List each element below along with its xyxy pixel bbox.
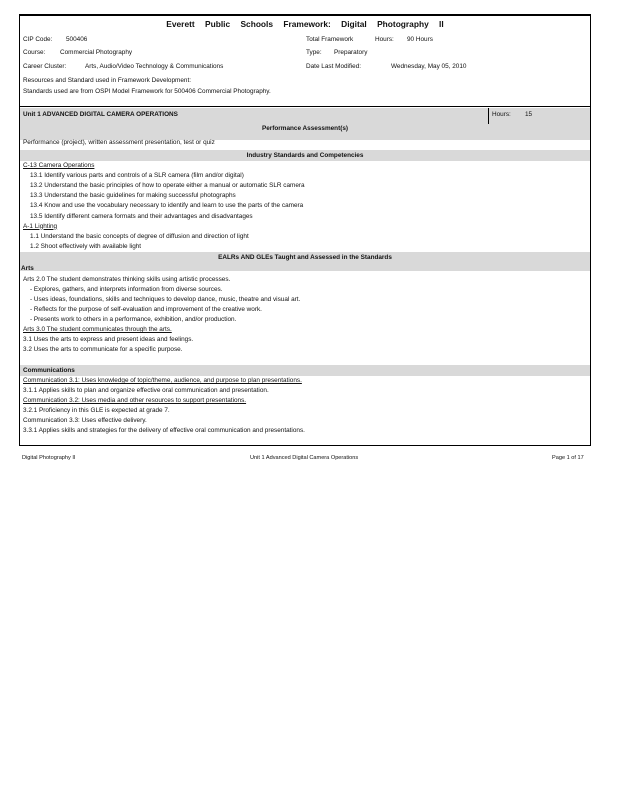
arts-heading: Arts [21, 265, 34, 272]
resources-label: Resources and Standard used in Framework Development: [23, 77, 192, 84]
performance-text: Performance (project), written assessment presentation, test or quiz [23, 139, 215, 146]
document-title: Everett Public Schools Framework: Digital Photography II [166, 19, 444, 29]
arts-standard-item: - Reflects for the purpose of self-evaluation and improvement of the creative work. [30, 306, 262, 313]
unit-hours-label: Hours: [492, 111, 511, 118]
communications-heading: Communications [23, 367, 75, 374]
cip-label: CIP Code: [23, 36, 53, 43]
competency-item: 13.4 Know and use the vocabulary necessary to identify and learn to use the parts of the camera [30, 202, 304, 210]
competency-item: 13.3 Understand the basic guidelines for making successful photographs [30, 192, 236, 200]
communication-standard-item: Communication 3.3: Uses effective delivery. [23, 417, 147, 424]
unit-hours-value: 15 [525, 111, 533, 118]
hours-label: Hours: [375, 36, 394, 43]
competency-item: A-1 Lighting [23, 222, 58, 230]
unit-hours-divider [488, 108, 489, 124]
resources-value: Standards used are from OSPI Model Framework for 500406 Commercial Photography. [23, 88, 271, 95]
type-value: Preparatory [334, 49, 368, 56]
arts-standard-item: 3.2 Uses the arts to communicate for a specific purpose. [23, 346, 183, 353]
unit-title: Unit 1 ADVANCED DIGITAL CAMERA OPERATIONS [23, 111, 178, 118]
communication-standard-item: Communication 3.1: Uses knowledge of topic/theme, audience, and purpose to plan presentations. [23, 377, 302, 384]
communication-standard-item: Communication 3.2: Uses media and other resources to support presentations. [23, 397, 247, 404]
competency-item: 13.1 Identify various parts and controls of a SLR camera (film and/or digital) [30, 172, 244, 180]
course-value: Commercial Photography [60, 49, 133, 56]
performance-heading: Performance Assessment(s) [261, 125, 349, 132]
career-cluster-value: Arts, Audio/Video Technology & Communications [85, 63, 224, 70]
competency-item: 1.2 Shoot effectively with available light [30, 242, 142, 250]
industry-heading: Industry Standards and Competencies [246, 152, 364, 159]
arts-standard-item: 3.1 Uses the arts to express and present ideas and feelings. [23, 336, 194, 343]
communications-band [20, 365, 590, 376]
career-cluster-label: Career Cluster: [23, 63, 67, 70]
hours-value: 90 Hours [407, 36, 433, 43]
arts-standard-item: - Presents work to others in a performance, exhibition, and/or production. [30, 316, 237, 323]
course-label: Course: [23, 49, 46, 56]
arts-standard-item: - Uses ideas, foundations, skills and techniques to develop dance, music, theatre and visual art. [30, 296, 301, 303]
arts-standard-item: Arts 3.0 The student communicates through the arts. [23, 326, 172, 333]
arts-standard-item: Arts 2.0 The student demonstrates thinking skills using artistic processes. [23, 276, 231, 283]
arts-standard-item: - Explores, gathers, and interprets information from diverse sources. [30, 286, 223, 293]
date-modified-label: Date Last Modified: [306, 63, 362, 70]
communication-standard-item: 3.3.1 Applies skills and strategies for the delivery of effective oral communication and presentations. [23, 427, 305, 434]
competency-item: C-13 Camera Operations [23, 162, 95, 169]
cip-value: 500406 [66, 36, 88, 43]
competency-item: 13.5 Identify different camera formats and their advantages and disadvantages [30, 212, 253, 220]
competency-item: 13.2 Understand the basic principles of how to operate either a manual or automatic SLR camera [30, 182, 305, 190]
competency-item: 1.1 Understand the basic concepts of degree of diffusion and direction of light [30, 232, 249, 240]
framework-document [19, 14, 591, 446]
type-label: Type: [306, 49, 322, 56]
footer-unit: Unit 1 Advanced Digital Camera Operations [250, 455, 359, 461]
header-divider [20, 106, 590, 107]
communication-standard-item: 3.2.1 Proficiency in this GLE is expected at grade 7. [23, 407, 170, 414]
total-framework-label: Total Framework [306, 36, 354, 43]
communication-standard-item: 3.1.1 Applies skills to plan and organize effective oral communication and presentation. [23, 387, 269, 394]
footer-course: Digital Photography II [22, 455, 76, 461]
ealrs-heading: EALRs AND GLEs Taught and Assessed in the Standards [218, 254, 392, 261]
date-modified-value: Wednesday, May 05, 2010 [391, 63, 467, 70]
footer-page-number: Page 1 of 17 [552, 455, 584, 461]
